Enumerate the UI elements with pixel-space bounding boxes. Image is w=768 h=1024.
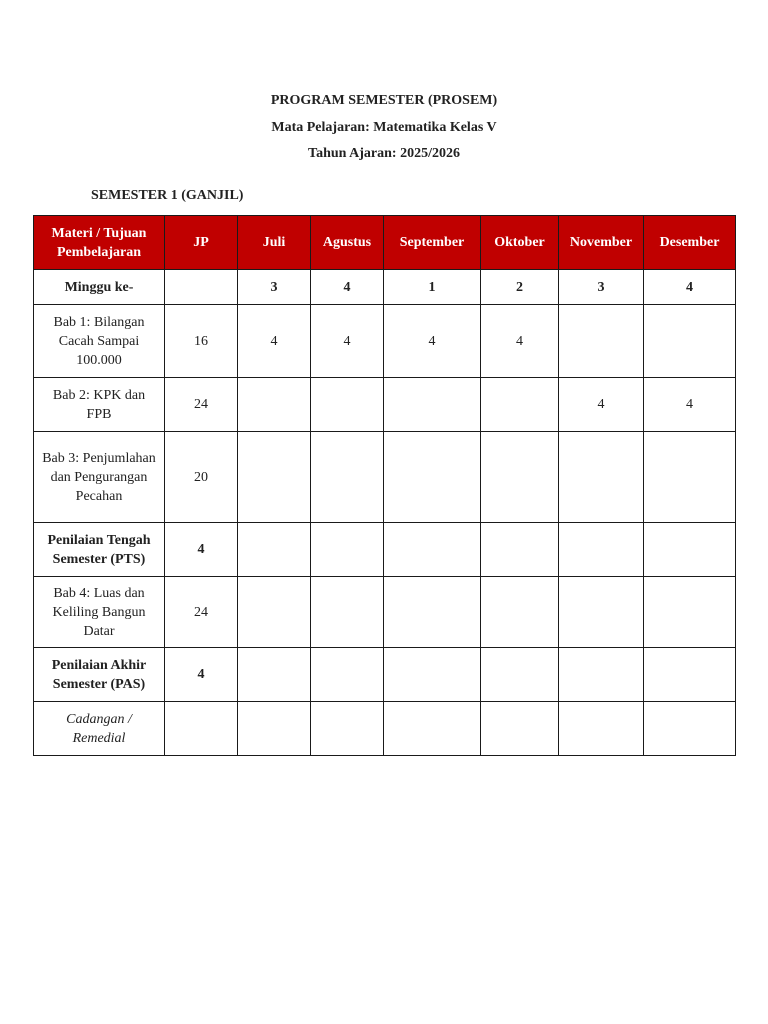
header-september: September — [384, 216, 481, 270]
school-year-line: Tahun Ajaran: 2025/2026 — [308, 146, 460, 161]
table-cell — [481, 702, 559, 756]
header-jp: JP — [165, 216, 238, 270]
table-cell: 4 — [644, 378, 736, 432]
table-cell — [644, 305, 736, 378]
table-row — [34, 648, 736, 702]
table-cell — [559, 523, 644, 577]
table-cell: 4 — [481, 305, 559, 378]
document-title: PROGRAM SEMESTER (PROSEM) — [270, 93, 498, 108]
table-cell: Cadangan / Remedial — [34, 702, 165, 756]
table-cell — [384, 378, 481, 432]
table-cell — [559, 305, 644, 378]
table-cell: 16 — [165, 305, 238, 378]
table-row — [34, 432, 736, 523]
table-cell: 4 — [165, 523, 238, 577]
header-desember: Desember — [644, 216, 736, 270]
table-cell: 24 — [165, 577, 238, 648]
subject-line: Mata Pelajaran: Matematika Kelas V — [271, 119, 497, 135]
table-cell — [238, 523, 311, 577]
table-cell — [644, 432, 736, 523]
table-cell: 1 — [384, 270, 481, 305]
header-november: November — [559, 216, 644, 270]
table-cell: Bab 2: KPK dan FPB — [34, 378, 165, 432]
table-cell — [559, 432, 644, 523]
table-cell — [384, 523, 481, 577]
header-juli: Juli — [238, 216, 311, 270]
table-cell — [481, 432, 559, 523]
table-cell — [311, 378, 384, 432]
table-cell — [311, 702, 384, 756]
table-cell — [384, 702, 481, 756]
table-cell: 4 — [644, 270, 736, 305]
table-cell: 2 — [481, 270, 559, 305]
table-cell: Penilaian Tengah Semester (PTS) — [34, 523, 165, 577]
table-cell — [311, 523, 384, 577]
table-cell — [311, 648, 384, 702]
document-header — [0, 92, 768, 172]
table-cell — [384, 577, 481, 648]
table-cell: 20 — [165, 432, 238, 523]
table-cell: 4 — [311, 270, 384, 305]
table-cell — [238, 432, 311, 523]
header-materi: Materi / Tujuan Pembelajaran — [34, 216, 165, 270]
header-oktober: Oktober — [481, 216, 559, 270]
table-cell — [311, 577, 384, 648]
table-row — [34, 523, 736, 577]
table-cell — [559, 648, 644, 702]
table-cell: 3 — [559, 270, 644, 305]
table-cell — [165, 270, 238, 305]
table-row — [34, 378, 736, 432]
table-cell — [481, 648, 559, 702]
table-cell: Penilaian Akhir Semester (PAS) — [34, 648, 165, 702]
table-cell — [559, 577, 644, 648]
table-cell: Bab 4: Luas dan Keliling Bangun Datar — [34, 577, 165, 648]
table-cell — [644, 577, 736, 648]
header-agustus: Agustus — [311, 216, 384, 270]
table-cell: 4 — [165, 648, 238, 702]
table-cell: 4 — [559, 378, 644, 432]
table-row — [34, 270, 736, 305]
program-semester-table — [33, 215, 736, 756]
table-cell — [238, 378, 311, 432]
table-cell — [481, 523, 559, 577]
table-row — [34, 577, 736, 648]
table-cell: 4 — [238, 305, 311, 378]
table-header-row — [34, 216, 736, 270]
table-cell: Bab 3: Penjumlahan dan Pengurangan Pecahan — [34, 432, 165, 523]
table-cell — [238, 648, 311, 702]
semester-label: SEMESTER 1 (GANJIL) — [91, 188, 244, 203]
table-row — [34, 305, 736, 378]
table-cell — [238, 702, 311, 756]
table-cell: Bab 1: Bilangan Cacah Sampai 100.000 — [34, 305, 165, 378]
table-cell — [384, 648, 481, 702]
table-cell — [644, 523, 736, 577]
table-cell: 4 — [311, 305, 384, 378]
table-cell: 3 — [238, 270, 311, 305]
table-cell — [481, 577, 559, 648]
table-cell — [559, 702, 644, 756]
table-cell — [311, 432, 384, 523]
table-cell — [238, 577, 311, 648]
table-cell: 24 — [165, 378, 238, 432]
table-row — [34, 702, 736, 756]
table-cell — [165, 702, 238, 756]
table-cell — [384, 432, 481, 523]
table-cell — [644, 702, 736, 756]
table-cell — [644, 648, 736, 702]
table-cell: 4 — [384, 305, 481, 378]
table-cell: Minggu ke- — [34, 270, 165, 305]
table-cell — [481, 378, 559, 432]
